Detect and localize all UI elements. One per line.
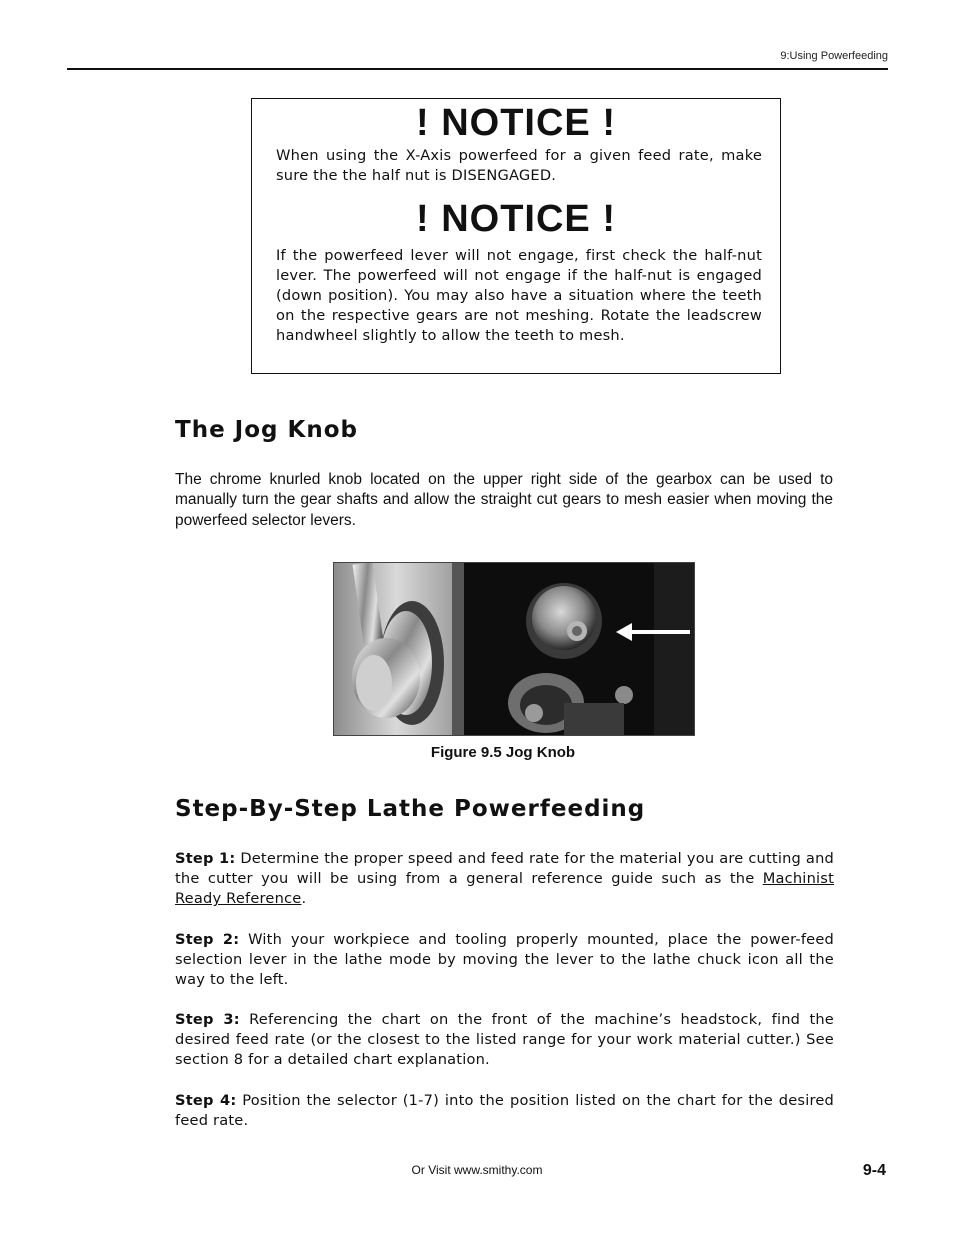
step-4 <box>175 1091 834 1131</box>
figure-caption: Figure 9.5 Jog Knob <box>430 744 576 761</box>
notice-text-2: If the powerfeed lever will not engage, first check the half-nut lever. The powerfeed will not engage if the half-nut is engaged (down position). You may also have a situation where the teeth on the respective gears are not meshing. Rotate the leadscrew handwheel slightly to allow the teeth to mesh. <box>276 247 762 345</box>
notice-title-1: ! NOTICE ! <box>416 102 616 144</box>
step-2-text: With your workpiece and tooling properly mounted, place the power-feed selection lever in the lathe mode by moving the lever to the lathe chuck icon all the way to the left. <box>175 931 834 989</box>
notice-box <box>251 98 781 374</box>
step-3-text: Referencing the chart on the front of the machine’s headstock, find the desired feed rate (or the closest to the listed range for your work material cutter.) See section 8 for a detailed chart explanation. <box>175 1011 834 1069</box>
step-2 <box>175 930 834 991</box>
running-head: 9:Using Powerfeeding <box>780 50 888 62</box>
step-3 <box>175 1010 834 1071</box>
step-1-end: . <box>301 890 307 908</box>
page-number: 9-4 <box>862 1162 886 1179</box>
step-2-label: Step 2: <box>175 931 240 948</box>
footer-website: Or Visit www.smithy.com <box>411 1163 543 1177</box>
step-4-label: Step 4: <box>175 1092 237 1109</box>
step-3-label: Step 3: <box>175 1011 240 1028</box>
step-1-label: Step 1: <box>175 850 236 867</box>
jog-knob-heading: The Jog Knob <box>175 417 358 443</box>
jog-knob-paragraph: The chrome knurled knob located on the upper right side of the gearbox can be used to manually turn the gear shafts and allow the straight cut gears to mesh easier when moving the powerfeed selector levers. <box>175 471 833 529</box>
steps-heading: Step-By-Step Lathe Powerfeeding <box>175 796 646 822</box>
jog-knob-photo-drawing <box>334 563 695 736</box>
step-1 <box>175 849 834 910</box>
notice-title-2: ! NOTICE ! <box>416 198 616 240</box>
notice-text-1: When using the X-Axis powerfeed for a given feed rate, make sure the the half nut is DISENGAGED. <box>276 147 762 185</box>
header-rule <box>67 68 888 70</box>
reference-title: Machinist Ready Reference <box>175 870 834 908</box>
jog-knob-photo <box>333 562 695 736</box>
step-4-text: Position the selector (1-7) into the position listed on the chart for the desired feed rate. <box>175 1092 834 1130</box>
step-1-text: Determine the proper speed and feed rate for the material you are cutting and the cutter you will be using from a general reference guide such as the <box>175 850 834 888</box>
